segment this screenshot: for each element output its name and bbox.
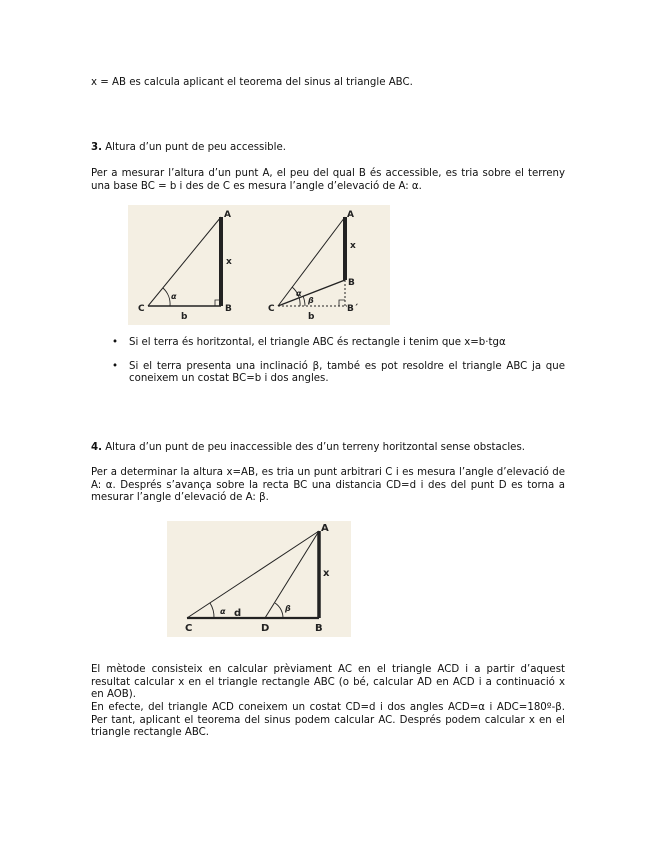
bullet-text-1: Si el terra és horitzontal, el triangle ABC és rectangle i tenim que x=b·tgα <box>129 337 506 348</box>
fig4-label-D: D <box>261 623 270 634</box>
section4-number: 4. <box>91 442 102 453</box>
section3-number: 3. <box>91 142 102 153</box>
left-label-B: B <box>225 304 232 314</box>
section3-diagram <box>128 205 390 325</box>
fig4-label-x: x <box>323 568 330 579</box>
bullet-item-2 <box>91 361 565 386</box>
left-label-b: b <box>181 312 188 322</box>
right-label-B-prime: B´ <box>347 304 359 314</box>
intro-line: x = AB es calcula aplicant el teorema del sinus al triangle ABC. <box>91 77 413 88</box>
fig4-label-beta: β <box>285 604 291 613</box>
section4-heading <box>91 442 565 455</box>
fig4-label-A: A <box>321 523 329 534</box>
right-label-C: C <box>268 304 275 314</box>
right-label-alpha: α <box>296 289 302 298</box>
fig4-label-C: C <box>185 623 193 634</box>
fig4-label-d: d <box>234 608 242 619</box>
section4-paragraph3: En efecte, del triangle ACD coneixem un costat CD=d i dos angles ACD=α i ADC=180º-β. Per tant, aplicant el teorema del sinus podem calcular AC. Després podem calcular x en el triangle rectangle ABC. <box>91 702 565 739</box>
section4-paragraph2: El mètode consisteix en calcular prèviament AC en el triangle ACD i a partir d’aquest resultat calcular x en el triangle rectangle ABC (o bé, calcular AD en ACD i a continuació x en AOB). <box>91 664 565 701</box>
bullet-text-2: Si el terra presenta una inclinació β, també es pot resoldre el triangle ABC ja que coneixem un costat BC=b i dos angles. <box>129 360 565 385</box>
section3-figure <box>128 205 390 325</box>
left-label-alpha: α <box>171 292 177 301</box>
section3-heading <box>91 142 565 155</box>
bullet-item-1 <box>91 337 565 350</box>
bullet-dot: • <box>112 360 119 372</box>
section3-paragraph: Per a mesurar l’altura d’un punt A, el peu del qual B és accessible, es tria sobre el terreny una base BC = b i des de C es mesura l’angle d’elevació de A: α. <box>91 168 565 192</box>
bullet-dot: • <box>112 337 119 348</box>
right-label-B: B <box>348 278 355 288</box>
section3-title: Altura d’un punt de peu accessible. <box>101 142 286 153</box>
left-triangle <box>138 210 232 322</box>
right-label-b: b <box>308 312 315 322</box>
section3-bullet-list <box>91 337 565 386</box>
right-label-A: A <box>347 210 354 220</box>
section4-diagram <box>167 521 351 637</box>
right-triangle <box>268 210 359 322</box>
section4-figure <box>167 521 351 637</box>
section4-paragraph: Per a determinar la altura x=AB, es tria un punt arbitrari C i es mesura l’angle d’elevació de A: α. Després s’avança sobre la recta BC una distancia CD=d i des del punt D es torna a mesurar l’angle d’elevació de A: β. <box>91 467 565 504</box>
right-label-x: x <box>350 241 356 251</box>
left-label-C: C <box>138 304 145 314</box>
left-label-A: A <box>224 210 231 220</box>
right-label-beta: β <box>308 296 314 305</box>
fig4-label-B: B <box>315 623 323 634</box>
fig4-label-alpha: α <box>220 607 226 616</box>
left-label-x: x <box>226 257 232 267</box>
section4-title: Altura d’un punt de peu inaccessible des d’un terreny horitzontal sense obstacles. <box>101 442 525 453</box>
